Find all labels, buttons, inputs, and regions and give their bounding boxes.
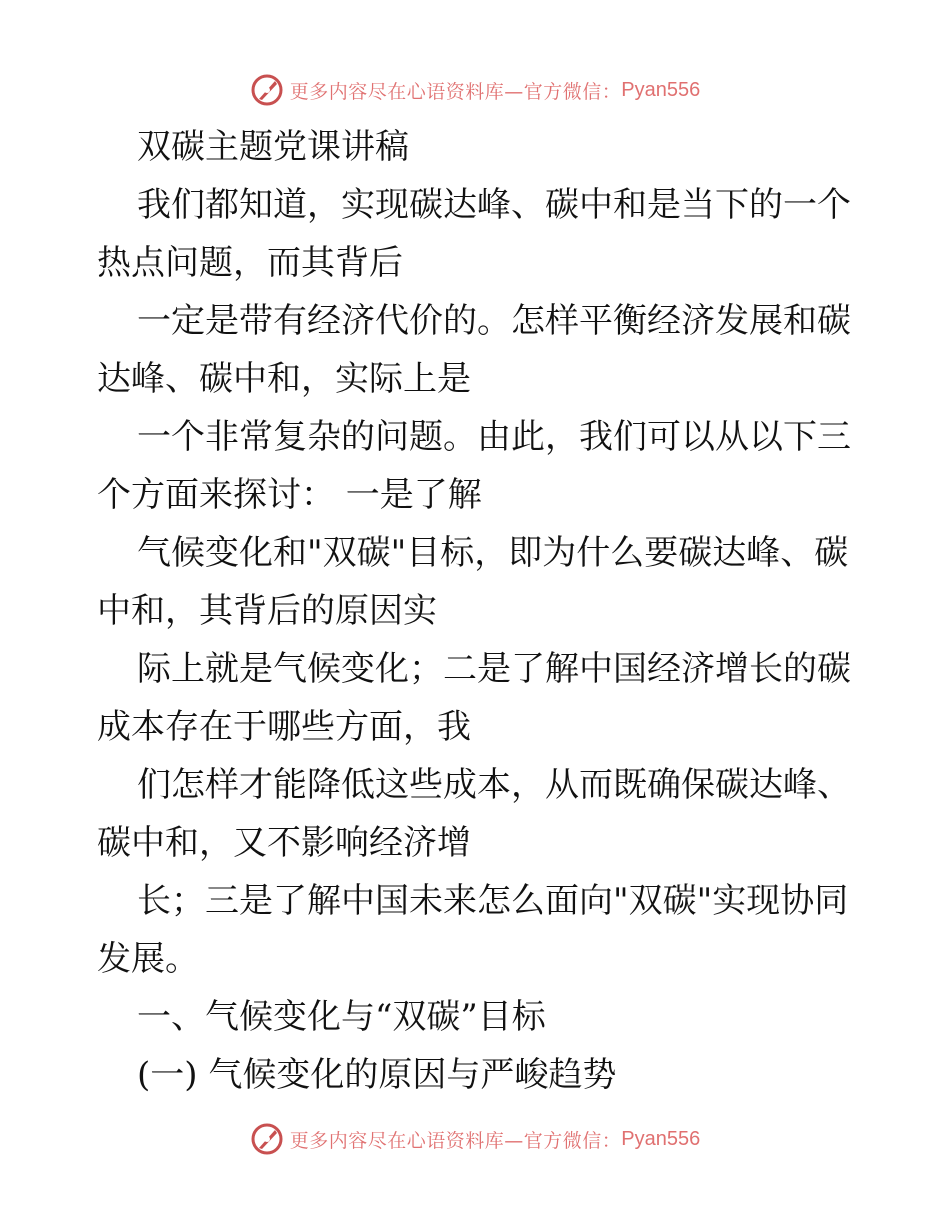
- paragraph-line: 我们都知道，实现碳达峰、碳中和是当下的一个: [137, 185, 851, 225]
- paragraph-line: 一个非常复杂的问题。由此，我们可以从以下三: [137, 417, 851, 457]
- document-body: [97, 118, 853, 1104]
- section-heading: 一、气候变化与“双碳”目标: [137, 997, 546, 1037]
- banner-text: 更多内容尽在心语资料库—官方微信：: [289, 1129, 622, 1152]
- banner-wechat-id: Pyan556: [621, 78, 701, 101]
- watermark-banner-top: [0, 68, 950, 112]
- paragraph-line: 发展。: [97, 939, 199, 979]
- paragraph-line: 气候变化和"双碳"目标，即为什么要碳达峰、碳: [137, 533, 849, 573]
- paragraph-line: 达峰、碳中和，实际上是: [97, 359, 471, 399]
- paragraph-line: 碳中和，又不影响经济增: [97, 823, 471, 863]
- paragraph-line: 一定是带有经济代价的。怎样平衡经济发展和碳: [137, 301, 851, 341]
- paragraph-line: 际上就是气候变化；二是了解中国经济增长的碳: [137, 649, 851, 689]
- paragraph-line: 成本存在于哪些方面，我: [97, 707, 471, 747]
- paragraph-line: 个方面来探讨： 一是了解: [97, 475, 482, 515]
- subsection-heading: (一) 气候变化的原因与严峻趋势: [137, 1055, 617, 1095]
- paragraph-line: 热点问题，而其背后: [97, 243, 403, 283]
- paragraph-line: 中和，其背后的原因实: [97, 591, 437, 631]
- paragraph-line: 长；三是了解中国未来怎么面向"双碳"实现协同: [137, 881, 849, 921]
- document-title: 双碳主题党课讲稿: [137, 127, 409, 167]
- quill-pen-logo-icon: [250, 73, 284, 107]
- paragraph-line: 们怎样才能降低这些成本，从而既确保碳达峰、: [137, 765, 851, 805]
- watermark-banner-bottom: [0, 1117, 950, 1161]
- banner-wechat-id: Pyan556: [621, 1127, 701, 1150]
- quill-pen-logo-icon: [250, 1122, 284, 1156]
- banner-text: 更多内容尽在心语资料库—官方微信：: [289, 80, 622, 103]
